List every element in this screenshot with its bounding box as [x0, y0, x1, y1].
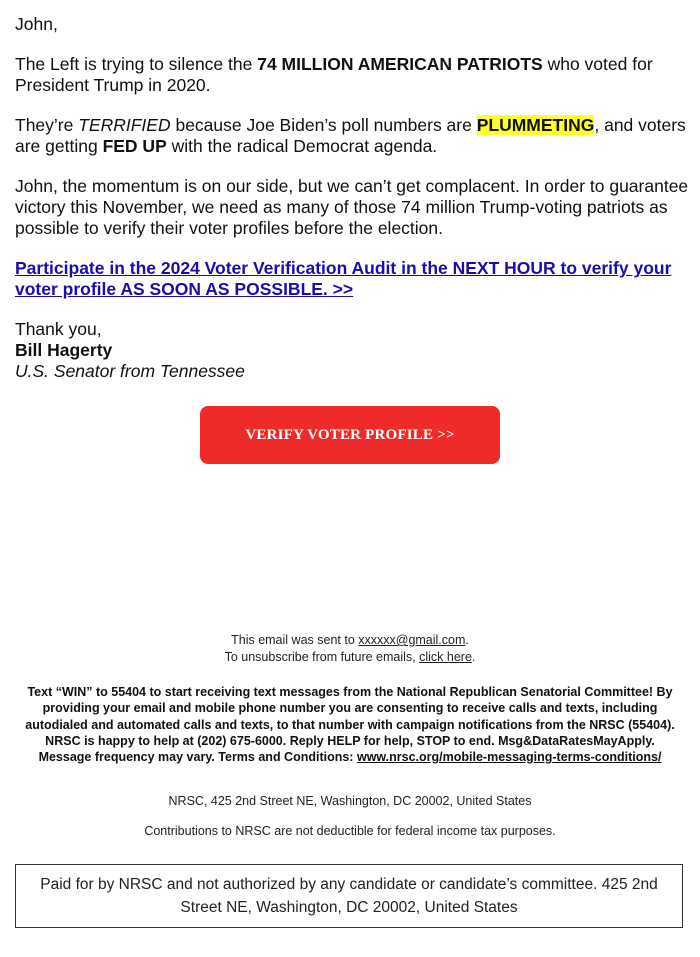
sent-suffix: .: [465, 633, 469, 647]
verification-audit-link[interactable]: Participate in the 2024 Voter Verification Audit in the NEXT HOUR to verify your voter profile AS SOON AS POSSIBLE. >>: [15, 258, 672, 299]
email-body: [15, 14, 690, 382]
p2-text-g: with the radical Democrat agenda.: [166, 136, 438, 156]
cta-paragraph: [15, 258, 690, 300]
p1-bold: 74 MILLION AMERICAN PATRIOTS: [257, 54, 543, 74]
p2-text-c: because Joe Biden’s poll numbers are: [170, 115, 477, 135]
paragraph-2: [15, 115, 690, 157]
footer-sent-info: [20, 632, 680, 666]
p2-highlight: PLUMMETING: [476, 115, 595, 135]
paid-for-text: Paid for by NRSC and not authorized by any candidate or candidate’s committee. 425 2nd Street NE, Washington, DC 20002, United States: [40, 876, 658, 916]
sent-to-line: [20, 632, 680, 649]
signoff: Thank you,: [15, 319, 102, 339]
p2-bold: FED UP: [102, 136, 167, 156]
p1-text-c: who voted for President Trump in 2020.: [15, 54, 653, 95]
signer-title: U.S. Senator from Tennessee: [15, 361, 245, 381]
sms-disclaimer: [18, 684, 682, 765]
p2-text-e: , and voters are getting: [15, 115, 686, 156]
signature: [15, 319, 690, 382]
signer-name: Bill Hagerty: [15, 340, 113, 360]
p1-text-a: The Left is trying to silence the: [15, 54, 258, 74]
paragraph-1: [15, 54, 690, 96]
recipient-email-link[interactable]: xxxxxx@gmail.com: [358, 633, 466, 647]
verify-voter-profile-button[interactable]: VERIFY VOTER PROFILE >>: [200, 406, 500, 464]
greeting: John,: [15, 14, 58, 34]
paid-for-disclaimer-box: [15, 864, 683, 928]
unsub-suffix: .: [471, 650, 476, 664]
sms-terms-link[interactable]: www.nrsc.org/mobile-messaging-terms-conditions/: [356, 750, 662, 765]
sms-text: Text “WIN” to 55404 to start receiving text messages from the National Republican Senatorial Committee! By providing your email and mobile phone number you are consenting to receive calls and texts, including autodialed and automated calls and texts, to that number with campaign notifications from the NRSC (55404). NRSC is happy to help at (202) 675-6000. Reply HELP for help, STOP to end. Msg&DataRatesMayApply. Message frequency may vary. Terms and Conditions:: [25, 685, 675, 765]
tax-deductible-notice: Contributions to NRSC are not deductible for federal income tax purposes.: [144, 824, 556, 838]
unsubscribe-link[interactable]: click here: [419, 650, 472, 664]
sent-prefix: This email was sent to: [231, 633, 359, 647]
unsub-prefix: To unsubscribe from future emails,: [224, 650, 420, 664]
organization-address: NRSC, 425 2nd Street NE, Washington, DC 20002, United States: [168, 794, 532, 808]
unsubscribe-line: [20, 649, 680, 666]
p2-italic: TERRIFIED: [78, 115, 171, 135]
p2-text-a: They’re: [15, 115, 79, 135]
paragraph-3: John, the momentum is on our side, but we can’t get complacent. In order to guarantee victory this November, we need as many of those 74 million Trump-voting patriots as possible to verify their voter profiles before the election.: [15, 176, 689, 238]
